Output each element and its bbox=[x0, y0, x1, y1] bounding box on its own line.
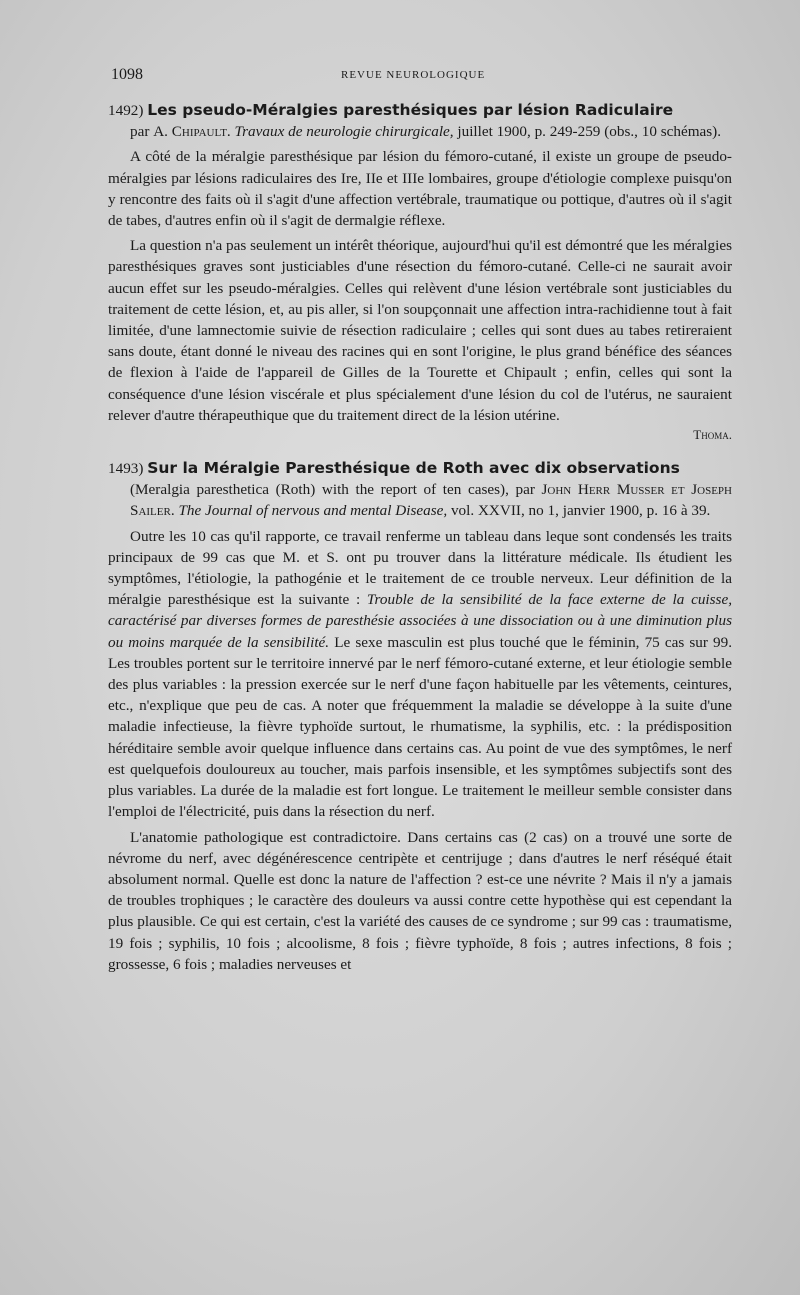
entry-number: 1492) bbox=[108, 102, 144, 119]
citation-prefix: par bbox=[130, 123, 150, 141]
paragraph-text: Outre les 10 cas qu'il rapporte, ce travail renferme un tableau dans leque sont condensés les traits principaux de 99 cas que M. et S. ont pu trouver dans la littérature médicale. Ils étudient les symptômes, l'étiologie, la pathogénie et le traitement de ce trouble nerveux. Leur définition de la méralgie paresthésique est la suivante : bbox=[108, 527, 732, 609]
reviewer-signature: Thoma. bbox=[693, 427, 732, 443]
entry-citation bbox=[108, 479, 732, 521]
citation-journal: Travaux de neurologie chirurgicale, bbox=[234, 123, 454, 141]
citation-journal: The Journal of nervous and mental Disease, bbox=[178, 502, 448, 520]
definition-text: Trouble de la sensibilité de la face externe de la cuisse, caractérisé par diverses formes de paresthésie associées à une dissociation ou à une diminution plus ou moins marquée de la sensibilité. bbox=[108, 591, 732, 651]
entry-title: Les pseudo-Méralgies paresthésiques par lésion Radiculaire bbox=[147, 101, 674, 119]
entry-heading bbox=[108, 458, 732, 479]
entry-heading bbox=[108, 100, 732, 121]
article-body bbox=[108, 100, 732, 975]
citation-author: A. Chipault. bbox=[153, 123, 231, 141]
entry-1492 bbox=[108, 100, 732, 444]
page-number: 1098 bbox=[111, 66, 143, 83]
paragraph: L'anatomie pathologique est contradictoire. Dans certains cas (2 cas) on a trouvé une sorte de névrome du nerf, avec dégénérescence centripète et centrijuge ; dans d'autres le nerf réséqué était absolument normal. Quelle est donc la nature de l'affection ? est-ce une névrite ? Mais il n'y a jamais de troubles trophiques ; le caractère des douleurs va aussi contre cette hypothèse qui est cependant la plus plausible. Ce qui est certain, c'est la variété des causes de ce syndrome ; sur 99 cas : traumatisme, 19 fois ; syphilis, 10 fois ; alcoolisme, 8 fois ; fièvre typhoïde, 8 fois ; autres infections, 8 fois ; grossesse, 6 fois ; maladies nerveuses et bbox=[108, 828, 732, 973]
paragraph-text: Le sexe masculin est plus touché que le féminin, 75 cas sur 99. Les troubles portent sur le territoire innervé par le nerf fémoro-cutané externe, et leur étiologie semble des plus variables : la pression exercée sur le nerf d'une façon habituelle par les vêtements, ceintures, etc., n'explique que peu de cas. A noter que fréquemment la maladie se développe à la suite d'une maladie infectieuse, la fièvre typhoïde surtout, le rhumatisme, la syphilis, etc. : la prédisposition héréditaire semble avoir quelque influence dans certains cas. Au point de vue des symptômes, le nerf est quelquefois douloureux au toucher, mais parfois insensible, et les symptômes subjectifs sont des plus variables. La durée de la maladie est fort longue. Le traitement le meilleur semble consister dans l'emploi de l'électricité, puis dans la résection du nerf. bbox=[108, 633, 732, 821]
citation-details: juillet 1900, p. 249-259 (obs., 10 schémas). bbox=[457, 123, 722, 141]
running-title: REVUE NEUROLOGIQUE bbox=[341, 69, 486, 81]
citation-details: vol. XXVII, no 1, janvier 1900, p. 16 à 39. bbox=[450, 502, 711, 520]
entry-1493 bbox=[108, 458, 732, 975]
paragraph: La question n'a pas seulement un intérêt théorique, aujourd'hui qu'il est démontré que les méralgies paresthésiques graves sont justiciables d'une résection du fémoro-cutané. Celle-ci ne saurait avoir aucun effet sur les pseudo-méralgies. Celles qui relèvent d'une lésion vertébrale sont justiciables du traitement de cette lésion, et, au pis aller, si l'on soupçonnait une affection intra-rachidienne tout à fait limitée, d'une lamnectomie suivie de résection radiculaire ; celles qui sont dues au tabes retireraient sans doute, étant donné le niveau des racines qui en sont l'origine, le plus grand bénéfice des séances de flexion à l'aide de l'appareil de Gilles de la Tourette et Chipault ; enfin, celles qui sont la conséquence d'une lésion viscérale et plus spécialement d'une lésion du col de l'utérus, ne sauraient relever d'autre thérapeuthique que du traitement direct de la lésion utérine. bbox=[108, 237, 732, 424]
entry-citation bbox=[108, 121, 732, 142]
entry-number: 1493) bbox=[108, 460, 144, 478]
page-header bbox=[111, 66, 731, 88]
citation-author: John Herr Musser et Joseph Sailer. bbox=[130, 481, 732, 520]
entry-title: Sur la Méralgie Paresthésique de Roth avec dix observations bbox=[147, 459, 680, 478]
citation-prefix: (Meralgia paresthetica (Roth) with the report of ten cases), par bbox=[130, 481, 535, 499]
paragraph bbox=[108, 526, 732, 823]
paragraph: A côté de la méralgie paresthésique par lésion du fémoro-cutané, il existe un groupe de pseudo-méralgies par lésions radiculaires des Ire, IIe et IIIe lombaires, groupe d'étiologie complexe puisqu'on y rencontre des faits où il s'agit d'une affection vertébrale, traumatique ou pottique, d'autres où il s'agit de tabes, d'autres enfin où il s'agit de dermalgie réflexe. bbox=[108, 148, 732, 230]
